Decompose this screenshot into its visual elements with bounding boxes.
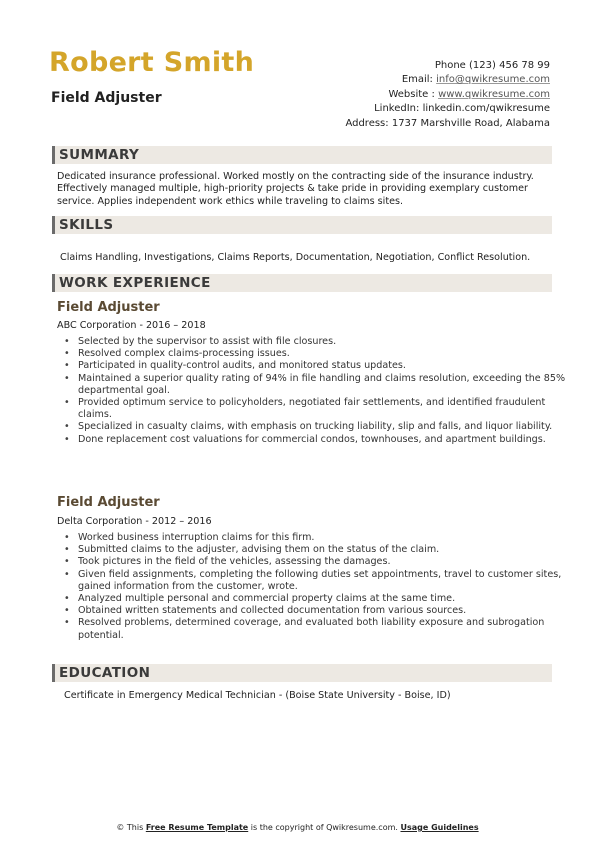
address-value: 1737 Marshville Road, Alabama [391,117,550,129]
contact-linkedin [345,102,550,116]
job-bullets [57,336,573,446]
candidate-role: Field Adjuster [51,90,162,106]
linkedin-value: linkedin.com/qwikresume [422,103,550,115]
list-item: • Took pictures in the field of the vehicles, assessing the damages. [78,556,573,568]
list-item: • Resolved problems, determined coverage, and evaluated both liability exposure and subrogation potential. [78,617,573,641]
summary-section-header [52,146,552,164]
list-item: • Done replacement cost valuations for commercial condos, townhouses, and apartment buildings. [78,434,573,446]
list-item: • Worked business interruption claims for this firm. [78,532,573,544]
list-item: • Selected by the supervisor to assist with file closures. [78,336,573,348]
education-section-header [52,664,552,682]
list-item: • Submitted claims to the adjuster, advising them on the status of the claim. [78,544,573,556]
contact-phone [345,59,550,73]
phone-label: Phone [434,60,466,71]
job-bullets [57,532,573,642]
list-item: • Obtained written statements and collected documentation from various sources. [78,605,573,617]
skills-heading: SKILLS [59,217,114,233]
email-label: Email: [401,74,433,86]
phone-value: (123) 456 78 99 [469,60,550,71]
email-link[interactable]: info@qwikresume.com [436,74,550,86]
usage-guidelines-link[interactable]: Usage Guidelines [400,823,479,832]
job-company: Delta Corporation - 2012 – 2016 [57,516,212,527]
skills-text: Claims Handling, Investigations, Claims Reports, Documentation, Negotiation, Conflict Resolution. [60,252,531,263]
education-heading: EDUCATION [59,665,151,681]
list-item: • Participated in quality-control audits, and monitored status updates. [78,360,573,372]
website-link[interactable]: www.qwikresume.com [438,88,550,100]
list-item: • Maintained a superior quality rating of 94% in file handling and claims resolution, exceeding the 85% departmental goal. [78,373,573,397]
website-label: Website : [388,88,435,100]
footer-middle: is the copyright of Qwikresume.com. [250,823,398,832]
summary-text: Dedicated insurance professional. Worked mostly on the contracting side of the insurance industry. Effectively managed multiple, high-priority projects & take pride in providing exemplary customer service. Applies independent work ethics while traveling to claims sites. [57,171,534,207]
job-title: Field Adjuster [57,495,160,510]
list-item: • Resolved complex claims-processing issues. [78,348,573,360]
footer-prefix: © This [116,823,144,832]
job-title: Field Adjuster [57,300,160,315]
education-text: Certificate in Emergency Medical Technician - (Boise State University - Boise, ID) [64,690,451,701]
list-item: • Provided optimum service to policyholders, negotiated fair settlements, and identified fraudulent claims. [78,397,573,421]
skills-section-header [52,216,552,234]
contact-address [345,117,550,131]
address-label: Address: [345,117,389,129]
contact-email [345,73,550,87]
list-item: • Analyzed multiple personal and commercial property claims at the same time. [78,593,573,605]
experience-heading: WORK EXPERIENCE [59,275,211,291]
free-resume-template-link[interactable]: Free Resume Template [145,823,249,832]
contact-website [345,88,550,102]
candidate-name: Robert Smith [49,47,255,78]
experience-section-header [52,274,552,292]
page-footer [0,823,595,832]
summary-heading: SUMMARY [59,147,140,163]
contact-block [345,59,550,131]
list-item: • Given field assignments, completing the following duties set appointments, travel to customer sites, gained information from the customer, wrote. [78,569,573,593]
job-company: ABC Corporation - 2016 – 2018 [57,320,206,331]
linkedin-label: LinkedIn: [374,103,420,115]
list-item: • Specialized in casualty claims, with emphasis on trucking liability, slip and falls, and liquor liability. [78,421,573,433]
